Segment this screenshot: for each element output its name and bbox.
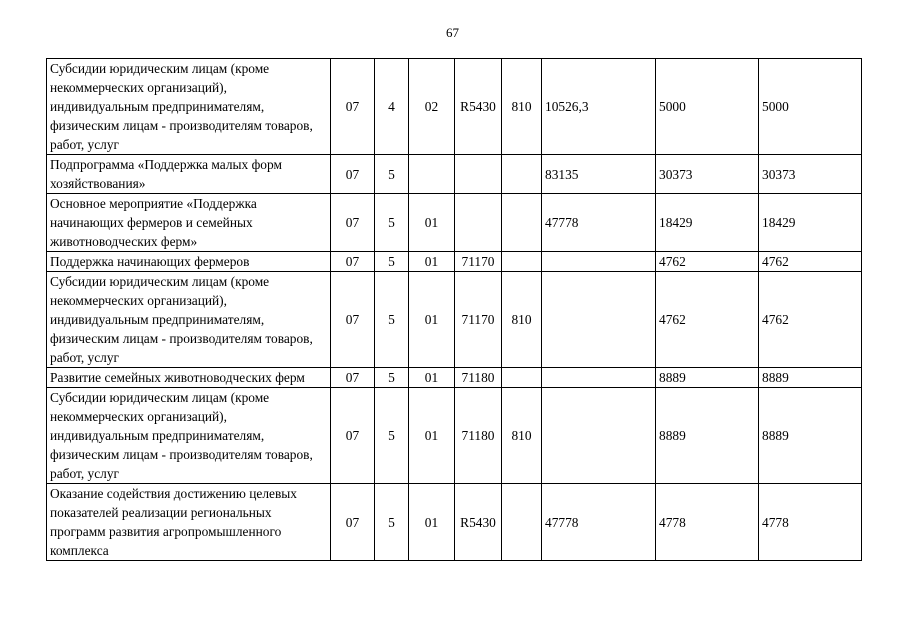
row-name-cell: Субсидии юридическим лицам (кроме некоммерческих организаций), индивидуальным предпринимателям, физическим лицам - производителям товаров, работ, услуг [47, 272, 331, 368]
subprogram-code-cell: 5 [375, 252, 409, 272]
table-row [47, 272, 862, 368]
row-name-cell: Субсидии юридическим лицам (кроме некоммерческих организаций), индивидуальным предпринимателям, физическим лицам - производителям товаров, работ, услуг [47, 388, 331, 484]
amount-2-cell: 8889 [656, 368, 759, 388]
row-name-cell: Развитие семейных животноводческих ферм [47, 368, 331, 388]
target-code-cell: 71170 [455, 252, 502, 272]
subprogram-code-cell: 5 [375, 272, 409, 368]
table-row [47, 388, 862, 484]
expense-type-cell [502, 252, 542, 272]
activity-code-cell: 01 [409, 272, 455, 368]
amount-2-cell: 4778 [656, 484, 759, 561]
subprogram-code-cell: 5 [375, 388, 409, 484]
amount-3-cell: 4778 [759, 484, 862, 561]
amount-2-cell: 18429 [656, 194, 759, 252]
section-code-cell: 07 [331, 194, 375, 252]
table-row [47, 484, 862, 561]
row-name-cell: Основное мероприятие «Поддержка начинающих фермеров и семейных животноводческих ферм» [47, 194, 331, 252]
activity-code-cell [409, 155, 455, 194]
activity-code-cell: 01 [409, 388, 455, 484]
row-name-cell: Подпрограмма «Поддержка малых форм хозяйствования» [47, 155, 331, 194]
table-row [47, 59, 862, 155]
amount-1-cell: 47778 [542, 484, 656, 561]
subprogram-code-cell: 4 [375, 59, 409, 155]
amount-3-cell: 4762 [759, 272, 862, 368]
table-row [47, 368, 862, 388]
target-code-cell: R5430 [455, 484, 502, 561]
row-name-cell: Оказание содействия достижению целевых показателей реализации региональных программ развития агропромышленного комплекса [47, 484, 331, 561]
subprogram-code-cell: 5 [375, 155, 409, 194]
target-code-cell: R5430 [455, 59, 502, 155]
amount-2-cell: 30373 [656, 155, 759, 194]
amount-1-cell: 83135 [542, 155, 656, 194]
page-number: 67 [446, 25, 459, 40]
target-code-cell: 71180 [455, 368, 502, 388]
amount-2-cell: 4762 [656, 272, 759, 368]
amount-1-cell [542, 388, 656, 484]
section-code-cell: 07 [331, 155, 375, 194]
expense-type-cell: 810 [502, 388, 542, 484]
amount-2-cell: 5000 [656, 59, 759, 155]
amount-2-cell: 8889 [656, 388, 759, 484]
section-code-cell: 07 [331, 388, 375, 484]
expense-type-cell [502, 484, 542, 561]
table-row [47, 252, 862, 272]
amount-3-cell: 8889 [759, 388, 862, 484]
table-row [47, 194, 862, 252]
budget-table-body [47, 59, 862, 561]
expense-type-cell [502, 155, 542, 194]
section-code-cell: 07 [331, 59, 375, 155]
row-name-cell: Субсидии юридическим лицам (кроме некоммерческих организаций), индивидуальным предпринимателям, физическим лицам - производителям товаров, работ, услуг [47, 59, 331, 155]
target-code-cell: 71180 [455, 388, 502, 484]
amount-3-cell: 8889 [759, 368, 862, 388]
activity-code-cell: 01 [409, 194, 455, 252]
section-code-cell: 07 [331, 272, 375, 368]
expense-type-cell [502, 194, 542, 252]
amount-3-cell: 5000 [759, 59, 862, 155]
amount-1-cell: 10526,3 [542, 59, 656, 155]
expense-type-cell: 810 [502, 59, 542, 155]
expense-type-cell: 810 [502, 272, 542, 368]
amount-1-cell [542, 252, 656, 272]
activity-code-cell: 01 [409, 252, 455, 272]
amount-3-cell: 4762 [759, 252, 862, 272]
activity-code-cell: 01 [409, 368, 455, 388]
subprogram-code-cell: 5 [375, 194, 409, 252]
target-code-cell [455, 155, 502, 194]
row-name-cell: Поддержка начинающих фермеров [47, 252, 331, 272]
section-code-cell: 07 [331, 252, 375, 272]
activity-code-cell: 01 [409, 484, 455, 561]
activity-code-cell: 02 [409, 59, 455, 155]
expense-type-cell [502, 368, 542, 388]
amount-3-cell: 18429 [759, 194, 862, 252]
subprogram-code-cell: 5 [375, 484, 409, 561]
table-row [47, 155, 862, 194]
subprogram-code-cell: 5 [375, 368, 409, 388]
budget-table [46, 58, 862, 561]
amount-1-cell [542, 368, 656, 388]
section-code-cell: 07 [331, 484, 375, 561]
amount-2-cell: 4762 [656, 252, 759, 272]
section-code-cell: 07 [331, 368, 375, 388]
amount-3-cell: 30373 [759, 155, 862, 194]
amount-1-cell: 47778 [542, 194, 656, 252]
target-code-cell: 71170 [455, 272, 502, 368]
amount-1-cell [542, 272, 656, 368]
target-code-cell [455, 194, 502, 252]
